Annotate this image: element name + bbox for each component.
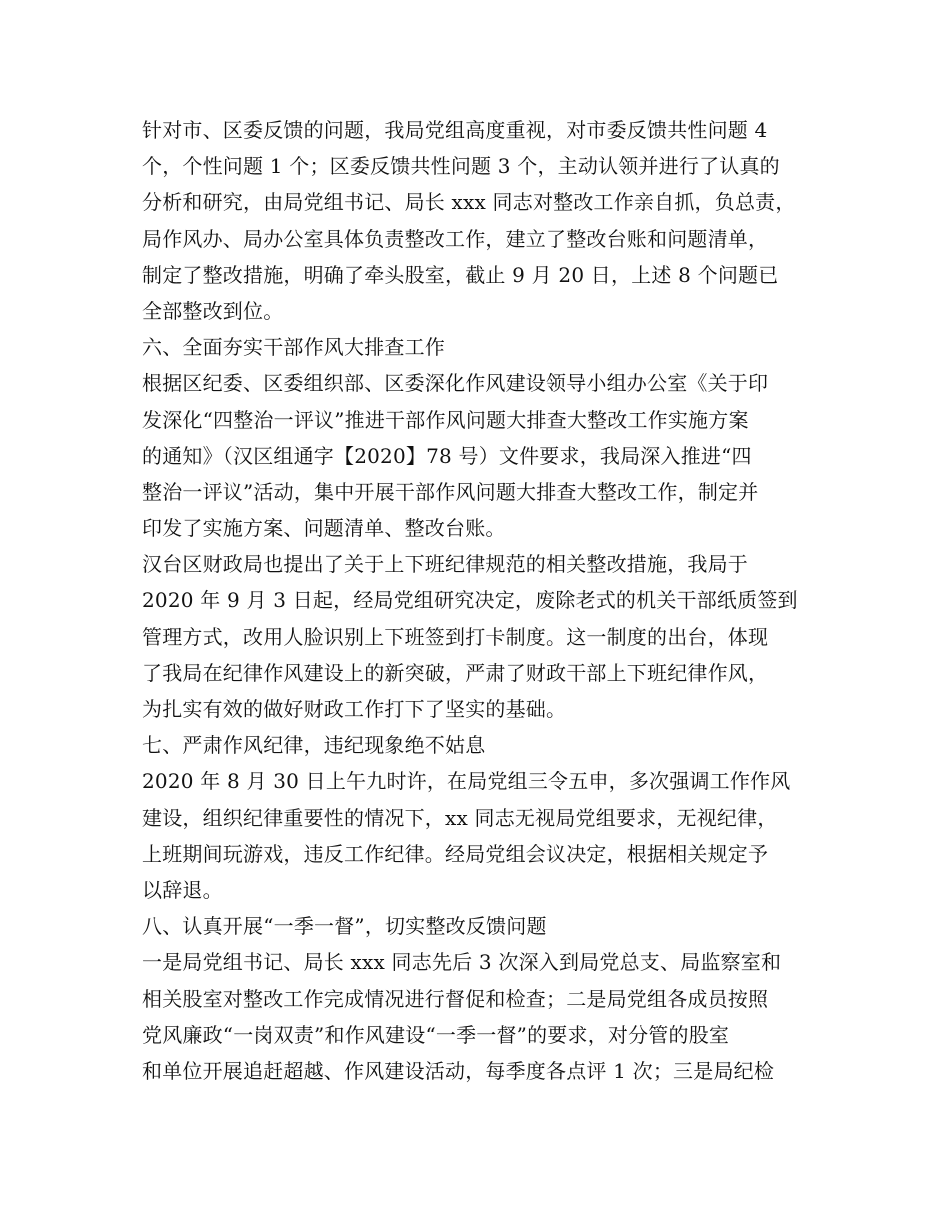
body-line: 全部整改到位。 [142,298,284,323]
body-line: 相关股室对整改工作完成情况进行督促和检查；二是局党组各成员按照 [142,986,769,1011]
body-line: 个，个性问题 1 个；区委反馈共性问题 3 个，主动认领并进行了认真的 [142,154,780,179]
body-line: 发深化“四整治一评议”推进干部作风问题大排查大整改工作实施方案 [142,407,749,432]
section-heading-8: 八、认真开展“一季一督”，切实整改反馈问题 [142,914,547,939]
body-line: 建设，组织纪律重要性的情况下，xx 同志无视局党组要求，无视纪律， [142,805,778,830]
body-line: 的通知》（汉区组通字【2020】78 号）文件要求，我局深入推进“四 [142,443,752,468]
body-line: 分析和研究，由局党组书记、局长 xxx 同志对整改工作亲自抓，负总责， [142,190,796,215]
section-heading-7: 七、严肃作风纪律，违纪现象绝不姑息 [142,733,486,758]
body-line: 局作风办、局办公室具体负责整改工作，建立了整改台账和问题清单， [142,226,769,251]
body-line: 整治一评议”活动，集中开展干部作风问题大排查大整改工作，制定并 [142,479,759,504]
body-line: 一是局党组书记、局长 xxx 同志先后 3 次深入到局党总支、局监察室和 [142,950,782,975]
body-line: 以辞退。 [142,877,223,902]
body-line: 2020 年 9 月 3 日起，经局党组研究决定，废除老式的机关干部纸质签到 [142,588,798,613]
body-line: 针对市、区委反馈的问题，我局党组高度重视，对市委反馈共性问题 4 [142,118,768,142]
body-line: 为扎实有效的做好财政工作打下了坚实的基础。 [142,697,567,721]
body-line: 根据区纪委、区委组织部、区委深化作风建设领导小组办公室《关于印 [142,371,769,396]
body-line: 印发了实施方案、问题清单、整改台账。 [142,516,506,541]
body-line: 管理方式，改用人脸识别上下班签到打卡制度。这一制度的出台，体现 [142,624,769,649]
document-body [142,112,842,1089]
body-line: 2020 年 8 月 30 日上午九时许，在局党组三令五申，多次强调工作作风 [142,769,791,794]
section-heading-6: 六、全面夯实干部作风大排查工作 [142,335,445,360]
body-line: 党风廉政“一岗双责”和作风建设“一季一督”的要求，对分管的股室 [142,1022,730,1047]
body-line: 汉台区财政局也提出了关于上下班纪律规范的相关整改措施，我局于 [142,552,748,577]
body-line: 上班期间玩游戏，违反工作纪律。经局党组会议决定，根据相关规定予 [142,841,769,866]
body-line: 制定了整改措施，明确了牵头股室，截止 9 月 20 日，上述 8 个问题已 [142,262,779,287]
body-line: 和单位开展追赶超越、作风建设活动，每季度各点评 1 次；三是局纪检 [142,1058,775,1083]
body-line: 了我局在纪律作风建设上的新突破，严肃了财政干部上下班纪律作风， [142,660,769,685]
